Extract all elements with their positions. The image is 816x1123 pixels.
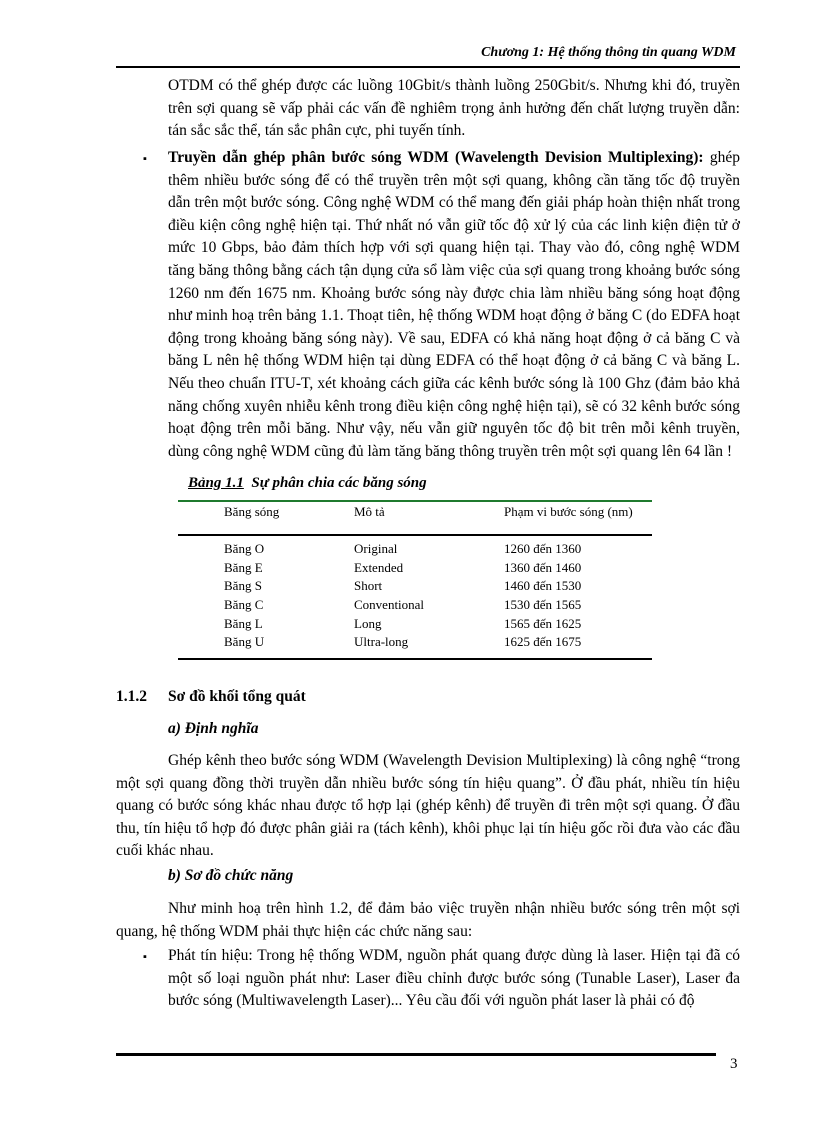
intro-paragraph: OTDM có thể ghép được các luồng 10Gbit/s thành luồng 250Gbit/s. Nhưng khi đó, truyền trên sợi quang sẽ vấp phải các vấn đề nghiêm trọng ảnh hưởng đến chất lượng truyền dẫn: tán sắc sắc thể, tán sắc phân cực, phi tuyến tính. — [168, 77, 740, 140]
table-cell: 1565 đến 1625 — [504, 615, 582, 631]
table-row — [178, 577, 652, 596]
chapter-header: Chương 1: Hệ thống thông tin quang WDM — [481, 45, 736, 60]
table-row — [178, 559, 652, 578]
table-cell: 1260 đến 1360 — [504, 541, 582, 557]
band-table — [178, 500, 652, 660]
table-cell: Conventional — [354, 597, 425, 613]
table-caption-label: Bảng 1.1 — [188, 475, 244, 491]
table-row — [178, 633, 652, 659]
table-cell: Băng S — [224, 578, 262, 594]
table-caption-text: Sự phân chia các băng sóng — [243, 475, 427, 491]
table-cell: Short — [354, 578, 383, 594]
table-row — [178, 596, 652, 615]
table-cell: 1625 đến 1675 — [504, 633, 652, 659]
table-cell: Extended — [354, 559, 404, 575]
table-row — [178, 614, 652, 633]
table-cell: 1460 đến 1530 — [504, 578, 582, 594]
table-cell: Băng O — [224, 541, 265, 557]
table-cell: Original — [354, 541, 398, 557]
table-cell: Băng U — [178, 633, 354, 659]
table-cell: Long — [354, 615, 382, 631]
table-cell: 1530 đến 1565 — [504, 597, 582, 613]
function-paragraph: Như minh hoạ trên hình 1.2, để đảm bảo việc truyền nhận nhiều bước sóng trên một sợi quang, hệ thống WDM phải thực hiện các chức năng sau: — [116, 900, 740, 940]
section-number: 1.1.2 — [116, 688, 147, 705]
transmit-bullet-paragraph: Phát tín hiệu: Trong hệ thống WDM, nguồn phát quang được dùng là laser. Hiện tại đã có một số loại nguồn phát như: Laser điều chỉnh được bước sóng (Tunable Laser), Laser đa bước sóng (Multiwavelength Laser)... Yêu cầu đối với nguồn phát laser là phải có độ — [168, 947, 740, 1010]
table-cell: Băng L — [224, 615, 263, 631]
subheading-definition: a) Định nghĩa — [168, 720, 259, 737]
bullet-marker: ▪ — [143, 951, 147, 963]
definition-paragraph: Ghép kênh theo bước sóng WDM (Wavelength Devision Multiplexing) là công nghệ “trong một sợi quang đồng thời truyền dẫn nhiều bước sóng tín hiệu quang”. Ở đầu phát, nhiều tín hiệu quang có bước sóng khác nhau được tổ hợp lại (ghép kênh) để truyền đi trên một sợi quang. Ở đầu thu, tín hiệu tổ hợp đó được phân giải ra (tách kênh), khôi phục lại tín hiệu gốc rồi đưa vào các đầu cuối khác nhau. — [116, 752, 740, 860]
wdm-bullet-lead: Truyền dẫn ghép phân bước sóng WDM (Wavelength Devision Multiplexing): — [168, 149, 704, 166]
table-header-cell: Phạm vi bước sóng (nm) — [504, 500, 652, 535]
wdm-bullet-text: ghép thêm nhiều bước sóng để có thể truyền trên một sợi quang, không cần tăng tốc độ truyền dẫn trên một bước sóng. Công nghệ WDM có thể mang đến giải pháp hoàn thiện nhất trong điều kiện công nghệ hiện tại. Thứ nhất nó vẫn giữ tốc độ xử lý của các linh kiện điện tử ở mức 10 Gbps, bảo đảm thích hợp với sợi quang hiện tại. Thay vào đó, công nghệ WDM tăng băng thông bằng cách tận dụng cửa sổ làm việc của sợi quang trong khoảng bước sóng 1260 nm đến 1675 nm. Khoảng bước sóng này được chia làm nhiều băng sóng hoạt động như minh hoạ trên bảng 1.1. Thoạt tiên, hệ thống WDM hoạt động ở băng C (do EDFA hoạt động trong khoảng băng sóng này). Về sau, EDFA có khả năng hoạt động ở cả băng C và băng L nên hệ thống WDM hiện tại dùng EDFA có thể hoạt động ở cả băng C và băng L. Nếu theo chuẩn ITU-T, xét khoảng cách giữa các kênh bước sóng là 100 Ghz (đảm bảo khả năng chống xuyên nhiễu kênh trong điều kiện công nghệ hiện tại), sẽ có 32 kênh bước sóng hoạt động trên mỗi băng. Như vậy, nếu vẫn giữ nguyên tốc độ bit trên mỗi kênh truyền, dùng công nghệ WDM cũng đủ làm tăng băng thông truyền trên một sợi quang lên 64 lần ! — [168, 149, 741, 460]
table-cell: Băng E — [224, 559, 263, 575]
table-header-cell: Băng sóng — [178, 500, 354, 535]
wdm-bullet-paragraph — [168, 147, 740, 463]
bullet-marker: ▪ — [143, 153, 147, 165]
section-heading — [116, 688, 306, 706]
table-row — [178, 535, 652, 559]
table-cell: Ultra-long — [354, 633, 504, 659]
table-header-row — [178, 500, 652, 535]
subheading-function-diagram: b) Sơ đồ chức năng — [168, 867, 294, 884]
header-rule — [116, 66, 740, 68]
footer-rule — [116, 1053, 716, 1056]
table-header-cell: Mô tả — [354, 500, 504, 535]
table-caption — [188, 475, 427, 492]
table-cell: 1360 đến 1460 — [504, 559, 582, 575]
table-cell: Băng C — [224, 597, 264, 613]
page-number: 3 — [730, 1056, 738, 1072]
section-title: Sơ đồ khối tổng quát — [168, 688, 306, 705]
